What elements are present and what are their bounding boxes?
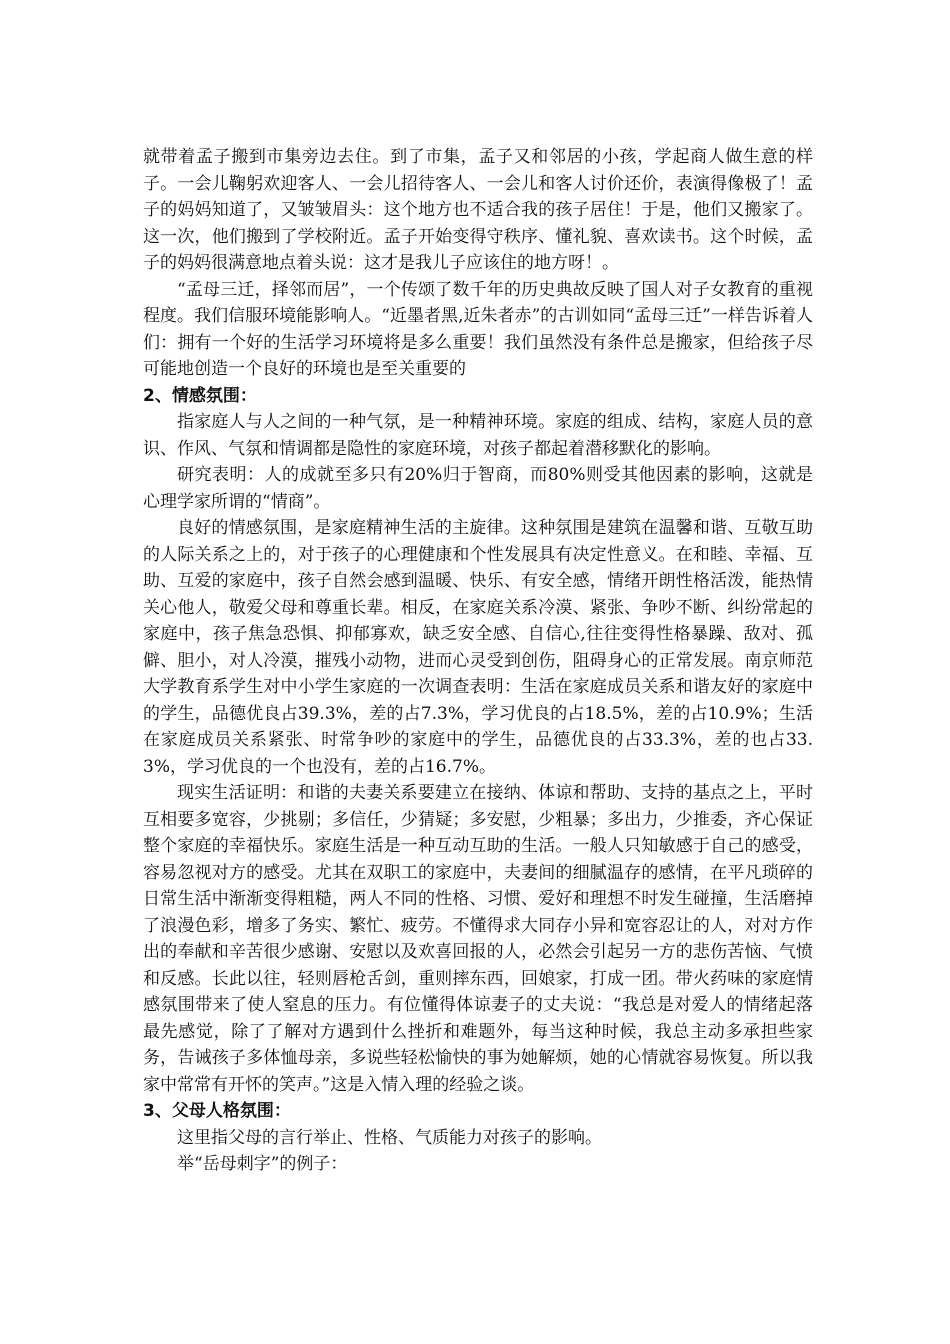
section-heading: 2、情感氛围： [143,385,257,406]
paragraph: “孟母三迁，择邻而居”，一个传颂了数千年的历史典故反映了国人对子女教育的重视程度。我们信服环境能影响人。“近墨者黑,近朱者赤”的古训如同“孟母三迁”一样告诉着人们：拥有一个好的生活学习环境将是多么重要！我们虽然没有条件总是搬家，但给孩子尽可能地创造一个良好的环境也是至关重要的 [143,279,813,379]
section-heading: 3、父母人格氛围： [143,1101,291,1121]
paragraph: 现实生活证明：和谐的夫妻关系要建立在接纳、体谅和帮助、支持的基点之上，平时互相要多宽容，少挑剔；多信任，少猜疑；多安慰，少粗暴；多出力，少推委，齐心保证整个家庭的幸福快乐。家庭生活是一种互动互助的生活。一般人只知敏感于自己的感受，容易忽视对方的感受。尤其在双职工的家庭中，夫妻间的细腻温存的感情，在平凡琐碎的日常生活中渐渐变得粗糙，两人不同的性格、习惯、爱好和理想不时发生碰撞，生活磨掉了浪漫色彩，增多了务实、繁忙、疲劳。不懂得求大同存小异和宽容忍让的人，对对方作出的奉献和辛苦很少感谢、安慰以及欢喜回报的人，必然会引起另一方的悲伤苦恼、气愤和反感。长此以往，轻则唇枪舌剑，重则摔东西，回娘家，打成一团。带火药味的家庭情感氛围带来了使人窒息的压力。有位懂得体谅妻子的丈夫说：“我总是对爱人的情绪起落最先感觉，除了了解对方遇到什么挫折和难题外，每当这种时候，我总主动多承担些家务，告诫孩子多体恤母亲，多说些轻松愉快的事为她解烦，她的心情就容易恢复。所以我家中常常有开怀的笑声。”这是入情入理的经验之谈。 [143,783,813,1095]
document-body [143,144,813,1178]
paragraph: 就带着孟子搬到市集旁边去住。到了市集，孟子又和邻居的小孩，学起商人做生意的样子。一会儿鞠躬欢迎客人、一会儿招待客人、一会儿和客人讨价还价，表演得像极了！孟子的妈妈知道了，又皱皱眉头：这个地方也不适合我的孩子居住！于是，他们又搬家了。这一次，他们搬到了学校附近。孟子开始变得守秩序、懂礼貌、喜欢读书。这个时候，孟子的妈妈很满意地点着头说：这才是我儿子应该住的地方呀！。 [143,147,813,273]
paragraph: 举“岳母刺字”的例子： [177,1154,348,1174]
paragraph: 研究表明：人的成就至多只有20%归于智商，而80%则受其他因素的影响，这就是心理学家所谓的“情商”。 [143,465,813,512]
paragraph: 这里指父母的言行举止、性格、气质能力对孩子的影响。 [177,1127,602,1148]
paragraph: 指家庭人与人之间的一种气氛，是一种精神环境。家庭的组成、结构，家庭人员的意识、作风、气氛和情调都是隐性的家庭环境，对孩子都起着潜移默化的影响。 [143,412,813,459]
paragraph: 良好的情感氛围，是家庭精神生活的主旋律。这种氛围是建筑在温馨和谐、互敬互助的人际关系之上的，对于孩子的心理健康和个性发展具有决定性意义。在和睦、幸福、互助、互爱的家庭中，孩子自然会感到温暖、快乐、有安全感，情绪开朗性格活泼，能热情关心他人，敬爱父母和尊重长辈。相反，在家庭关系冷漠、紧张、争吵不断、纠纷常起的家庭中，孩子焦急恐惧、抑郁寡欢，缺乏安全感、自信心,往往变得性格暴躁、敌对、孤僻、胆小，对人冷漠，摧残小动物，进而心灵受到创伤，阻碍身心的正常发展。南京师范大学教育系学生对中小学生家庭的一次调查表明：生活在家庭成员关系和谐友好的家庭中的学生，品德优良占39.3%，差的占7.3%，学习优良的占18.5%，差的占10.9%；生活在家庭成员关系紧张、时常争吵的家庭中的学生，品德优良的占33.3%，差的也占33.3%，学习优良的一个也没有，差的占16.7%。 [143,518,813,777]
